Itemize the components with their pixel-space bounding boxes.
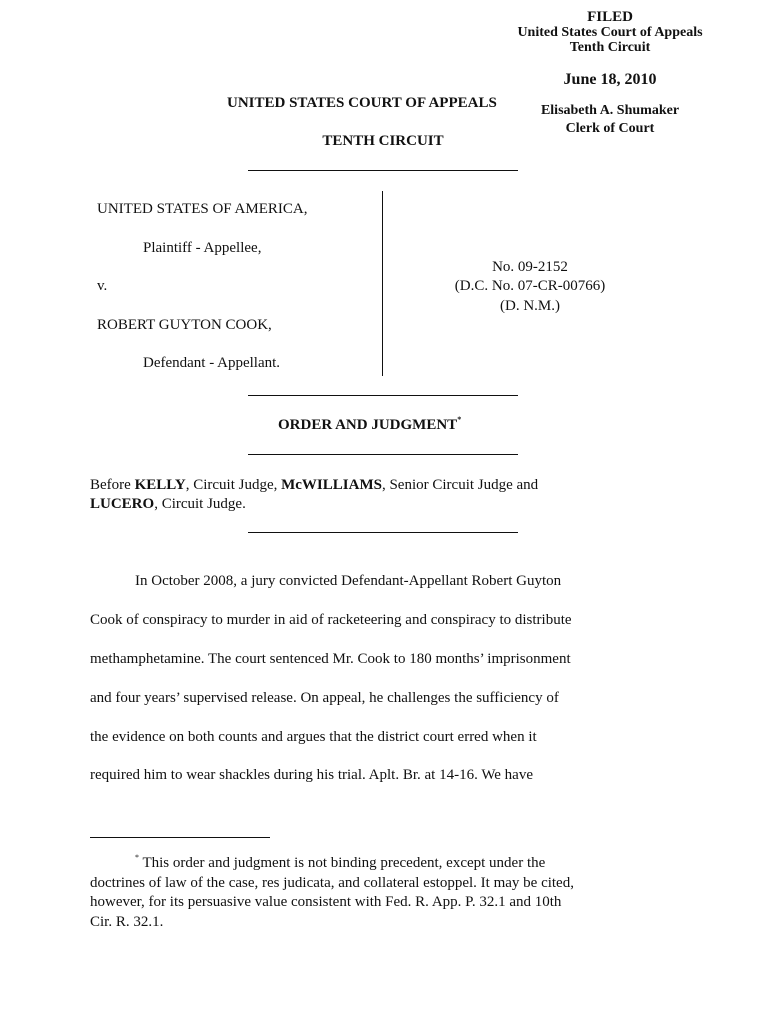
order-title xyxy=(278,417,461,434)
court-heading: UNITED STATES COURT OF APPEALS xyxy=(227,95,497,111)
judge-mcwilliams-title: , Senior Circuit Judge and xyxy=(381,477,539,493)
defendant-role: Defendant - Appellant. xyxy=(143,355,281,371)
caption-vertical-rule xyxy=(382,191,383,376)
defendant-name: ROBERT GUYTON COOK, xyxy=(97,317,272,333)
footnote-line-1 xyxy=(135,855,545,872)
body-line: required him to wear shackles during his trial. Aplt. Br. at 14-16. We have xyxy=(90,767,533,783)
district-court-number: (D.C. No. 07-CR-00766) xyxy=(454,278,606,294)
divider-caption xyxy=(248,395,518,396)
judge-lucero: LUCERO xyxy=(90,496,155,512)
stamp-court: United States Court of Appeals xyxy=(517,25,703,40)
plaintiff-role: Plaintiff - Appellee, xyxy=(143,240,262,256)
order-title-text: ORDER AND JUDGMENT xyxy=(278,417,458,433)
footnote-line-2: doctrines of law of the case, res judicata, and collateral estoppel. It may be cited, xyxy=(90,875,574,891)
district: (D. N.M.) xyxy=(500,298,560,314)
judge-kelly-title: , Circuit Judge, xyxy=(185,477,282,493)
divider-order xyxy=(248,454,518,455)
footnote-line-4: Cir. R. 32.1. xyxy=(90,914,164,930)
stamp-clerk-title: Clerk of Court xyxy=(565,121,655,136)
panel-line-2 xyxy=(90,496,246,513)
stamp-filed: FILED xyxy=(587,9,633,25)
panel-before: Before xyxy=(90,477,135,493)
divider-top xyxy=(248,170,518,171)
footnote-marker: * xyxy=(457,415,462,424)
plaintiff-name: UNITED STATES OF AMERICA, xyxy=(97,201,308,217)
panel-line-1 xyxy=(90,477,538,494)
body-line: and four years’ supervised release. On appeal, he challenges the sufficiency of xyxy=(90,690,559,706)
circuit-heading: TENTH CIRCUIT xyxy=(322,133,444,149)
footnote-line-3: however, for its persuasive value consistent with Fed. R. App. P. 32.1 and 10th xyxy=(90,894,562,910)
stamp-clerk-name: Elisabeth A. Shumaker xyxy=(540,103,680,118)
footnote-marker-ref: * xyxy=(135,853,139,862)
body-line: the evidence on both counts and argues that the district court erred when it xyxy=(90,729,537,745)
body-line: methamphetamine. The court sentenced Mr. Cook to 180 months’ imprisonment xyxy=(90,651,571,667)
stamp-circuit: Tenth Circuit xyxy=(569,40,651,55)
stamp-date: June 18, 2010 xyxy=(563,71,657,88)
judge-kelly: KELLY xyxy=(134,477,186,493)
judge-mcwilliams: McWILLIAMS xyxy=(281,477,382,493)
body-line: Cook of conspiracy to murder in aid of racketeering and conspiracy to distribute xyxy=(90,612,572,628)
case-number: No. 09-2152 xyxy=(492,259,568,275)
footnote-separator xyxy=(90,837,270,838)
footnote-text-1: This order and judgment is not binding precedent, except under the xyxy=(139,855,546,871)
divider-panel xyxy=(248,532,518,533)
body-line: In October 2008, a jury convicted Defendant-Appellant Robert Guyton xyxy=(135,573,562,589)
judge-lucero-title: , Circuit Judge. xyxy=(154,496,246,512)
versus: v. xyxy=(97,278,108,294)
